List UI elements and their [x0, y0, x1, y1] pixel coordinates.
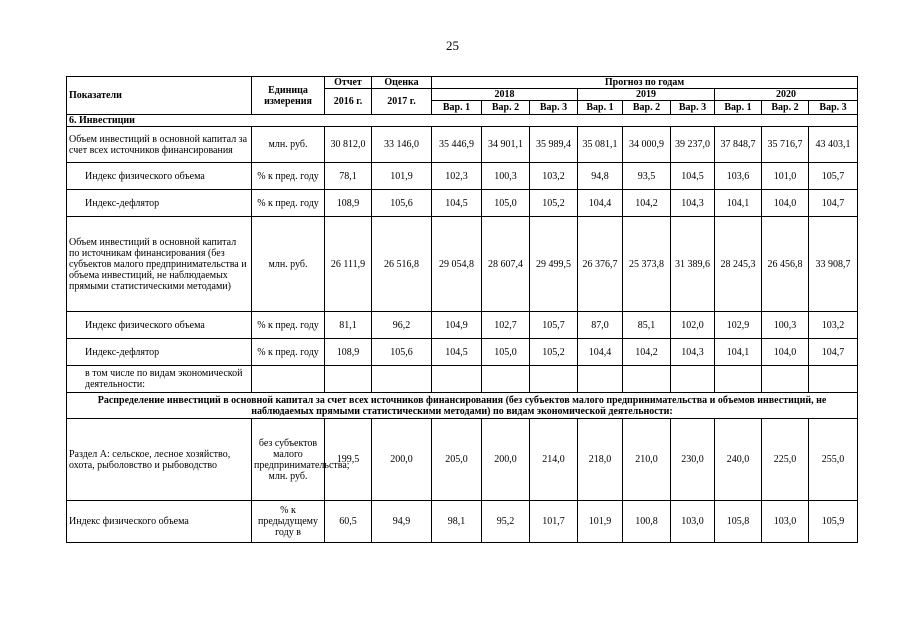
- cell: 104,2: [623, 190, 671, 217]
- row-label: Индекс физического объема: [67, 501, 252, 543]
- cell: 205,0: [432, 419, 482, 501]
- cell: 214,0: [530, 419, 578, 501]
- cell: 101,9: [372, 163, 432, 190]
- cell: [578, 366, 623, 393]
- cell: 104,2: [623, 339, 671, 366]
- distribution-title: Распределение инвестиций в основной капитал за счет всех источников финансирования (без субъектов малого предпринимательства и объемов инвестиций, не наблюдаемых прямыми статистическими методами) по видам экономической деятельности:: [67, 393, 858, 419]
- row-unit: без субъектов малого предпринимательства; млн. руб.: [252, 419, 325, 501]
- cell: [715, 366, 762, 393]
- header-variant: Вар. 3: [530, 101, 578, 115]
- cell: 104,4: [578, 190, 623, 217]
- header-estimate-year: 2017 г.: [372, 89, 432, 115]
- row-unit: млн. руб.: [252, 127, 325, 163]
- cell: 230,0: [671, 419, 715, 501]
- cell: 104,3: [671, 339, 715, 366]
- row-unit: млн. руб.: [252, 217, 325, 312]
- cell: 43 403,1: [809, 127, 858, 163]
- header-indicators: Показатели: [67, 77, 252, 115]
- row-label: Индекс физического объема: [67, 163, 252, 190]
- row-label: Объем инвестиций в основной капитал по источникам финансирования (без субъектов малого предпринимательства и объема инвестиций, не наблюдаемых прямыми статистическими методами): [67, 217, 252, 312]
- cell: 240,0: [715, 419, 762, 501]
- cell: 35 081,1: [578, 127, 623, 163]
- cell: 102,0: [671, 312, 715, 339]
- header-report: Отчет: [325, 77, 372, 89]
- cell: 210,0: [623, 419, 671, 501]
- cell: 78,1: [325, 163, 372, 190]
- cell: 104,5: [671, 163, 715, 190]
- table-row: [67, 339, 858, 366]
- header-forecast: Прогноз по годам: [432, 77, 858, 89]
- cell: [325, 366, 372, 393]
- header-variant: Вар. 3: [809, 101, 858, 115]
- row-unit: % к пред. году: [252, 339, 325, 366]
- cell: 105,0: [482, 339, 530, 366]
- cell: [623, 366, 671, 393]
- cell: 104,0: [762, 190, 809, 217]
- cell: [372, 366, 432, 393]
- table-row: [67, 190, 858, 217]
- cell: 103,0: [671, 501, 715, 543]
- header-unit: Единица измерения: [252, 77, 325, 115]
- cell: 105,9: [809, 501, 858, 543]
- cell: [762, 366, 809, 393]
- header-variant: Вар. 3: [671, 101, 715, 115]
- cell: 105,7: [809, 163, 858, 190]
- cell: 93,5: [623, 163, 671, 190]
- cell: [671, 366, 715, 393]
- cell: 102,3: [432, 163, 482, 190]
- cell: 30 812,0: [325, 127, 372, 163]
- row-label: Раздел А: сельское, лесное хозяйство, охота, рыболовство и рыбоводство: [67, 419, 252, 501]
- cell: 60,5: [325, 501, 372, 543]
- cell: 94,8: [578, 163, 623, 190]
- cell: 85,1: [623, 312, 671, 339]
- cell: 100,3: [482, 163, 530, 190]
- cell: 94,9: [372, 501, 432, 543]
- header-variant: Вар. 1: [432, 101, 482, 115]
- cell: 35 989,4: [530, 127, 578, 163]
- cell: 104,1: [715, 190, 762, 217]
- cell: 29 054,8: [432, 217, 482, 312]
- cell: 103,0: [762, 501, 809, 543]
- row-label: Индекс-дефлятор: [67, 190, 252, 217]
- cell: 105,2: [530, 190, 578, 217]
- cell: 105,6: [372, 190, 432, 217]
- row-unit: % к предыдущему году в: [252, 501, 325, 543]
- header-estimate: Оценка: [372, 77, 432, 89]
- cell: 37 848,7: [715, 127, 762, 163]
- header-year-2018: 2018: [432, 89, 578, 101]
- cell: 200,0: [372, 419, 432, 501]
- cell: 26 456,8: [762, 217, 809, 312]
- cell: 104,7: [809, 190, 858, 217]
- row-unit: % к пред. году: [252, 312, 325, 339]
- header-variant: Вар. 2: [623, 101, 671, 115]
- cell: 34 901,1: [482, 127, 530, 163]
- table-row: [67, 217, 858, 312]
- table-row: [67, 366, 858, 393]
- cell: 98,1: [432, 501, 482, 543]
- cell: 39 237,0: [671, 127, 715, 163]
- forecast-table: [66, 76, 858, 543]
- cell: 35 446,9: [432, 127, 482, 163]
- table-row: [67, 312, 858, 339]
- cell: 105,6: [372, 339, 432, 366]
- cell: 95,2: [482, 501, 530, 543]
- header-year-2019: 2019: [578, 89, 715, 101]
- cell: 104,4: [578, 339, 623, 366]
- cell: 102,9: [715, 312, 762, 339]
- cell: 200,0: [482, 419, 530, 501]
- cell: 81,1: [325, 312, 372, 339]
- header-variant: Вар. 1: [715, 101, 762, 115]
- cell: 103,2: [530, 163, 578, 190]
- cell: 105,7: [530, 312, 578, 339]
- cell: 35 716,7: [762, 127, 809, 163]
- header-variant: Вар. 1: [578, 101, 623, 115]
- cell: 34 000,9: [623, 127, 671, 163]
- cell: 100,8: [623, 501, 671, 543]
- cell: [809, 366, 858, 393]
- row-label: в том числе по видам экономической деятельности:: [67, 366, 252, 393]
- cell: 104,9: [432, 312, 482, 339]
- cell: 26 516,8: [372, 217, 432, 312]
- cell: 25 373,8: [623, 217, 671, 312]
- cell: 28 245,3: [715, 217, 762, 312]
- cell: 199,5: [325, 419, 372, 501]
- header-variant: Вар. 2: [762, 101, 809, 115]
- cell: 96,2: [372, 312, 432, 339]
- cell: 101,7: [530, 501, 578, 543]
- cell: 29 499,5: [530, 217, 578, 312]
- cell: [482, 366, 530, 393]
- row-label: Индекс-дефлятор: [67, 339, 252, 366]
- table-row: [67, 163, 858, 190]
- header-report-year: 2016 г.: [325, 89, 372, 115]
- cell: 104,5: [432, 339, 482, 366]
- cell: 218,0: [578, 419, 623, 501]
- row-label: Индекс физического объема: [67, 312, 252, 339]
- cell: 103,2: [809, 312, 858, 339]
- cell: 104,5: [432, 190, 482, 217]
- cell: 101,0: [762, 163, 809, 190]
- section-title: 6. Инвестиции: [67, 115, 858, 127]
- cell: 100,3: [762, 312, 809, 339]
- cell: [530, 366, 578, 393]
- page-number: 25: [446, 38, 459, 53]
- cell: [432, 366, 482, 393]
- cell: 102,7: [482, 312, 530, 339]
- cell: 26 111,9: [325, 217, 372, 312]
- row-label: Объем инвестиций в основной капитал за счет всех источников финансирования: [67, 127, 252, 163]
- cell: 225,0: [762, 419, 809, 501]
- cell: 33 146,0: [372, 127, 432, 163]
- header-year-2020: 2020: [715, 89, 858, 101]
- cell: 104,0: [762, 339, 809, 366]
- cell: 104,1: [715, 339, 762, 366]
- cell: 26 376,7: [578, 217, 623, 312]
- cell: 255,0: [809, 419, 858, 501]
- table-row: [67, 127, 858, 163]
- cell: 105,8: [715, 501, 762, 543]
- row-unit: % к пред. году: [252, 163, 325, 190]
- cell: 108,9: [325, 190, 372, 217]
- row-unit: % к пред. году: [252, 190, 325, 217]
- table-row: [67, 419, 858, 501]
- cell: 108,9: [325, 339, 372, 366]
- cell: 101,9: [578, 501, 623, 543]
- header-variant: Вар. 2: [482, 101, 530, 115]
- cell: 103,6: [715, 163, 762, 190]
- cell: 104,3: [671, 190, 715, 217]
- row-unit: [252, 366, 325, 393]
- cell: 31 389,6: [671, 217, 715, 312]
- cell: 105,0: [482, 190, 530, 217]
- cell: 28 607,4: [482, 217, 530, 312]
- cell: 104,7: [809, 339, 858, 366]
- cell: 33 908,7: [809, 217, 858, 312]
- cell: 87,0: [578, 312, 623, 339]
- table-row: [67, 501, 858, 543]
- cell: 105,2: [530, 339, 578, 366]
